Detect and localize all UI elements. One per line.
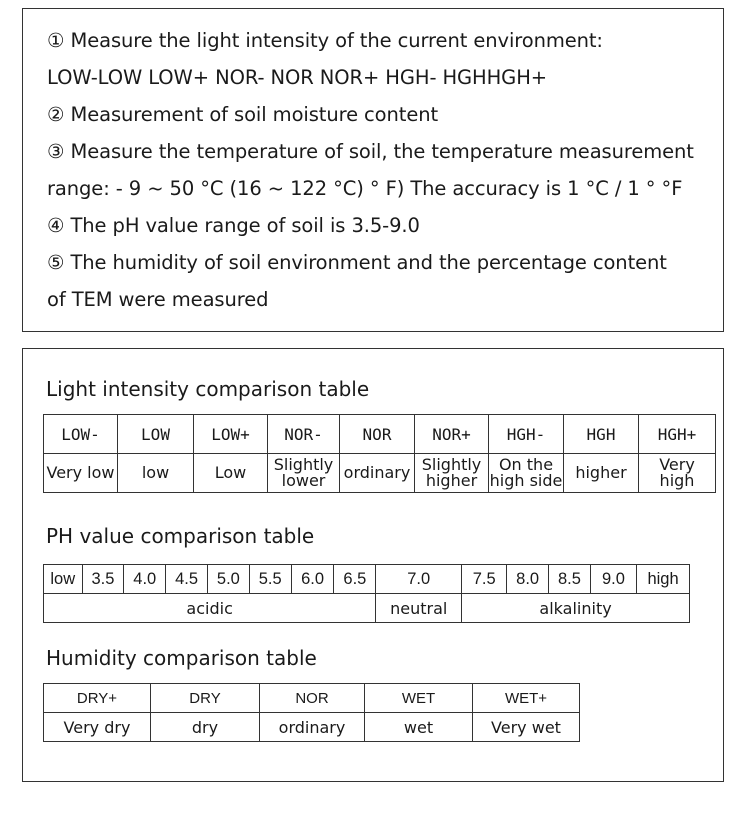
feature-line-5: range: - 9 ~ 50 °C (16 ~ 122 °C) ° F) The accuracy is 1 °C / 1 ° °F [47,177,683,200]
light-meaning-cell [44,454,118,493]
ph-value-cell: 7.0 [376,565,462,594]
ph-category-neutral: neutral [376,594,462,623]
humidity-meaning-cell: Very dry [44,713,151,742]
humidity-meaning-cell: ordinary [260,713,365,742]
light-meaning-cell [340,454,415,493]
light-meaning-cell [415,454,489,493]
ph-value-cell: 8.0 [507,565,549,594]
light-code-cell: NOR- [268,415,340,454]
humidity-code-cell: DRY+ [44,684,151,713]
light-meaning-cell [564,454,639,493]
light-meaning-text: lower [281,471,326,490]
light-meaning-text: higher [575,463,627,482]
light-meaning-text: higher [425,471,478,490]
light-meaning-text: Very [659,455,695,474]
ph-value-cell: 4.0 [124,565,166,594]
light-code-cell: LOW+ [194,415,268,454]
light-table-title: Light intensity comparison table [46,377,370,401]
humidity-code-cell: WET+ [473,684,580,713]
ph-value-cell: 3.5 [82,565,124,594]
light-code-cell: LOW [118,415,194,454]
light-meaning-cell [268,454,340,493]
light-code-cell: HGH- [489,415,564,454]
ph-category-alkalinity: alkalinity [462,594,690,623]
light-meaning-text: Very low [46,463,115,482]
ph-value-cell: 9.0 [590,565,636,594]
light-meaning-text: Slightly [421,455,482,474]
humidity-code-cell: NOR [260,684,365,713]
feature-line-7: ⑤ The humidity of soil environment and the percentage content [47,251,667,274]
light-meaning-cell [489,454,564,493]
ph-table-title: PH value comparison table [46,524,315,548]
light-code-cell: NOR+ [415,415,489,454]
light-intensity-table [43,414,716,493]
feature-line-6: ④ The pH value range of soil is 3.5-9.0 [47,214,420,237]
comparison-tables-panel [22,348,724,782]
feature-line-8: of TEM were measured [47,288,269,311]
light-meaning-cell [118,454,194,493]
humidity-meaning-cell: Very wet [473,713,580,742]
ph-value-cell: low [44,565,83,594]
light-meaning-text: On the [498,455,554,474]
humidity-meaning-cell: wet [365,713,473,742]
ph-value-cell: 8.5 [549,565,591,594]
humidity-code-cell: DRY [151,684,260,713]
ph-value-cell: 5.0 [207,565,249,594]
light-meaning-cell [194,454,268,493]
feature-line-1: ① Measure the light intensity of the current environment: [47,29,603,52]
light-code-cell: HGH+ [639,415,716,454]
humidity-code-cell: WET [365,684,473,713]
ph-value-cell: 6.0 [291,565,334,594]
light-meaning-cell [639,454,716,493]
light-meaning-text: ordinary [343,463,411,482]
ph-value-table [43,564,690,623]
ph-category-acidic: acidic [44,594,376,623]
ph-value-cell: 7.5 [462,565,507,594]
light-code-cell: NOR [340,415,415,454]
feature-line-3: ② Measurement of soil moisture content [47,103,439,126]
light-meaning-text: low [141,463,170,482]
light-meaning-text: Slightly [273,455,334,474]
light-code-cell: HGH [564,415,639,454]
light-meaning-text: high [659,471,695,490]
humidity-meaning-cell: dry [151,713,260,742]
ph-value-cell: 5.5 [249,565,291,594]
humidity-table-title: Humidity comparison table [46,646,317,670]
ph-value-cell: 4.5 [166,565,208,594]
light-code-cell: LOW- [44,415,118,454]
light-meaning-text: Low [214,463,247,482]
ph-value-cell: high [637,565,690,594]
measurement-features-panel [22,8,724,332]
ph-value-cell: 6.5 [334,565,376,594]
feature-line-2: LOW-LOW LOW+ NOR- NOR NOR+ HGH- HGHHGH+ [47,66,547,89]
light-meaning-text: high side [489,471,563,490]
humidity-table [43,683,580,742]
feature-line-4: ③ Measure the temperature of soil, the temperature measurement [47,140,694,163]
